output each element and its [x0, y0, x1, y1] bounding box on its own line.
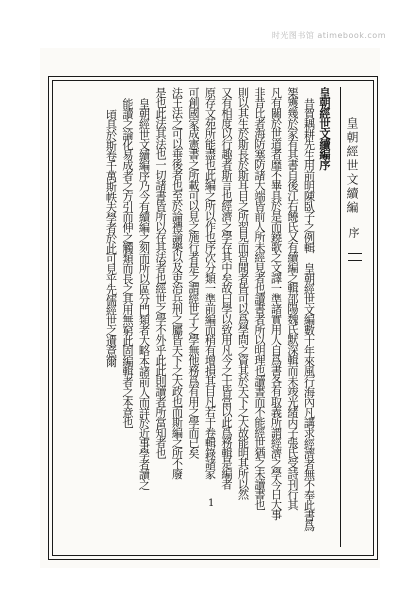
text-column: 凡有關於世道者靡不畢具於是而鐃歌之文譯一準諸實用人自爲書各有取義所謂經濟之學今日大事	[269, 87, 283, 520]
text-column: 原存文苑所能盡也此編之所以作也序次分類一準前編而稍有增損其目凡若干卷輯錄諸家	[203, 87, 217, 479]
text-column: 是也此法其法也一切諸書皆所以存其法者也經世之學不外乎此此則讀者所當知者也	[154, 87, 167, 458]
page-spine	[340, 87, 367, 547]
page-frame-inner	[52, 80, 374, 556]
text-column: 法王法之可以垂後者也至於論禮論樂以及吏治兵刑之屬皆天下之大政也而斯編之所不廢	[170, 87, 184, 479]
text-column: 可創國家成憲書之所載可以見之施行者是之謂經世子之學無他務爲有用之學而已矣	[187, 87, 200, 458]
watermark: 时光图书馆 atimebook.com	[271, 31, 386, 40]
preface-heading: 皇朝經世文續編序	[318, 87, 332, 170]
text-column: 榘矱幾於家有其書自後江右饒氏又有續編之輯邵陽魏氏默深輯而未竣光緒丙子張氏受詩刊行其	[286, 87, 299, 510]
spine-book-title: 皇朝經世文續編	[345, 117, 359, 215]
page-frame	[48, 76, 378, 560]
text-column: 則以其生於斯長於斯耳目之所習見而習聞者皆可以爲學問之資其於天下之大故能明其所以然	[236, 87, 250, 500]
text-column: 非昔比者海防塞防諸大端皆前人所未經見者也讀書者所以明理也讀書而不能經世猶之未讀書也	[253, 87, 266, 510]
text-column: 頃具於斯卷千萬斯帙夫學者於此可見乎先儒經世之遺意爾	[104, 109, 118, 367]
body-text	[59, 87, 333, 547]
spine-section-label: 序	[347, 227, 360, 238]
text-column: 昔賀耦耕先生用前明陳臥子之例輯 皇朝經世文編數十年來風行海內凡講求經濟者無不奉此書爲	[302, 98, 316, 531]
text-column: 皇朝經世文續編序乃今有續編之刻而所以區分門類者大略本諸前人而詳於近事學者讀之	[137, 98, 151, 490]
book-page	[40, 48, 380, 568]
text-column: 又有相度以行趣者斯言也經濟之學存其中矣故曰學以致用凡今之士皆當以此爲務輯是編者	[220, 87, 233, 489]
text-column: 能讀之論化易成者之方引而伸之觸類而長之其用無窮此固編輯者之本意也	[121, 98, 134, 428]
page-number: 1	[208, 498, 215, 509]
fishtail-mark-icon	[348, 253, 362, 261]
